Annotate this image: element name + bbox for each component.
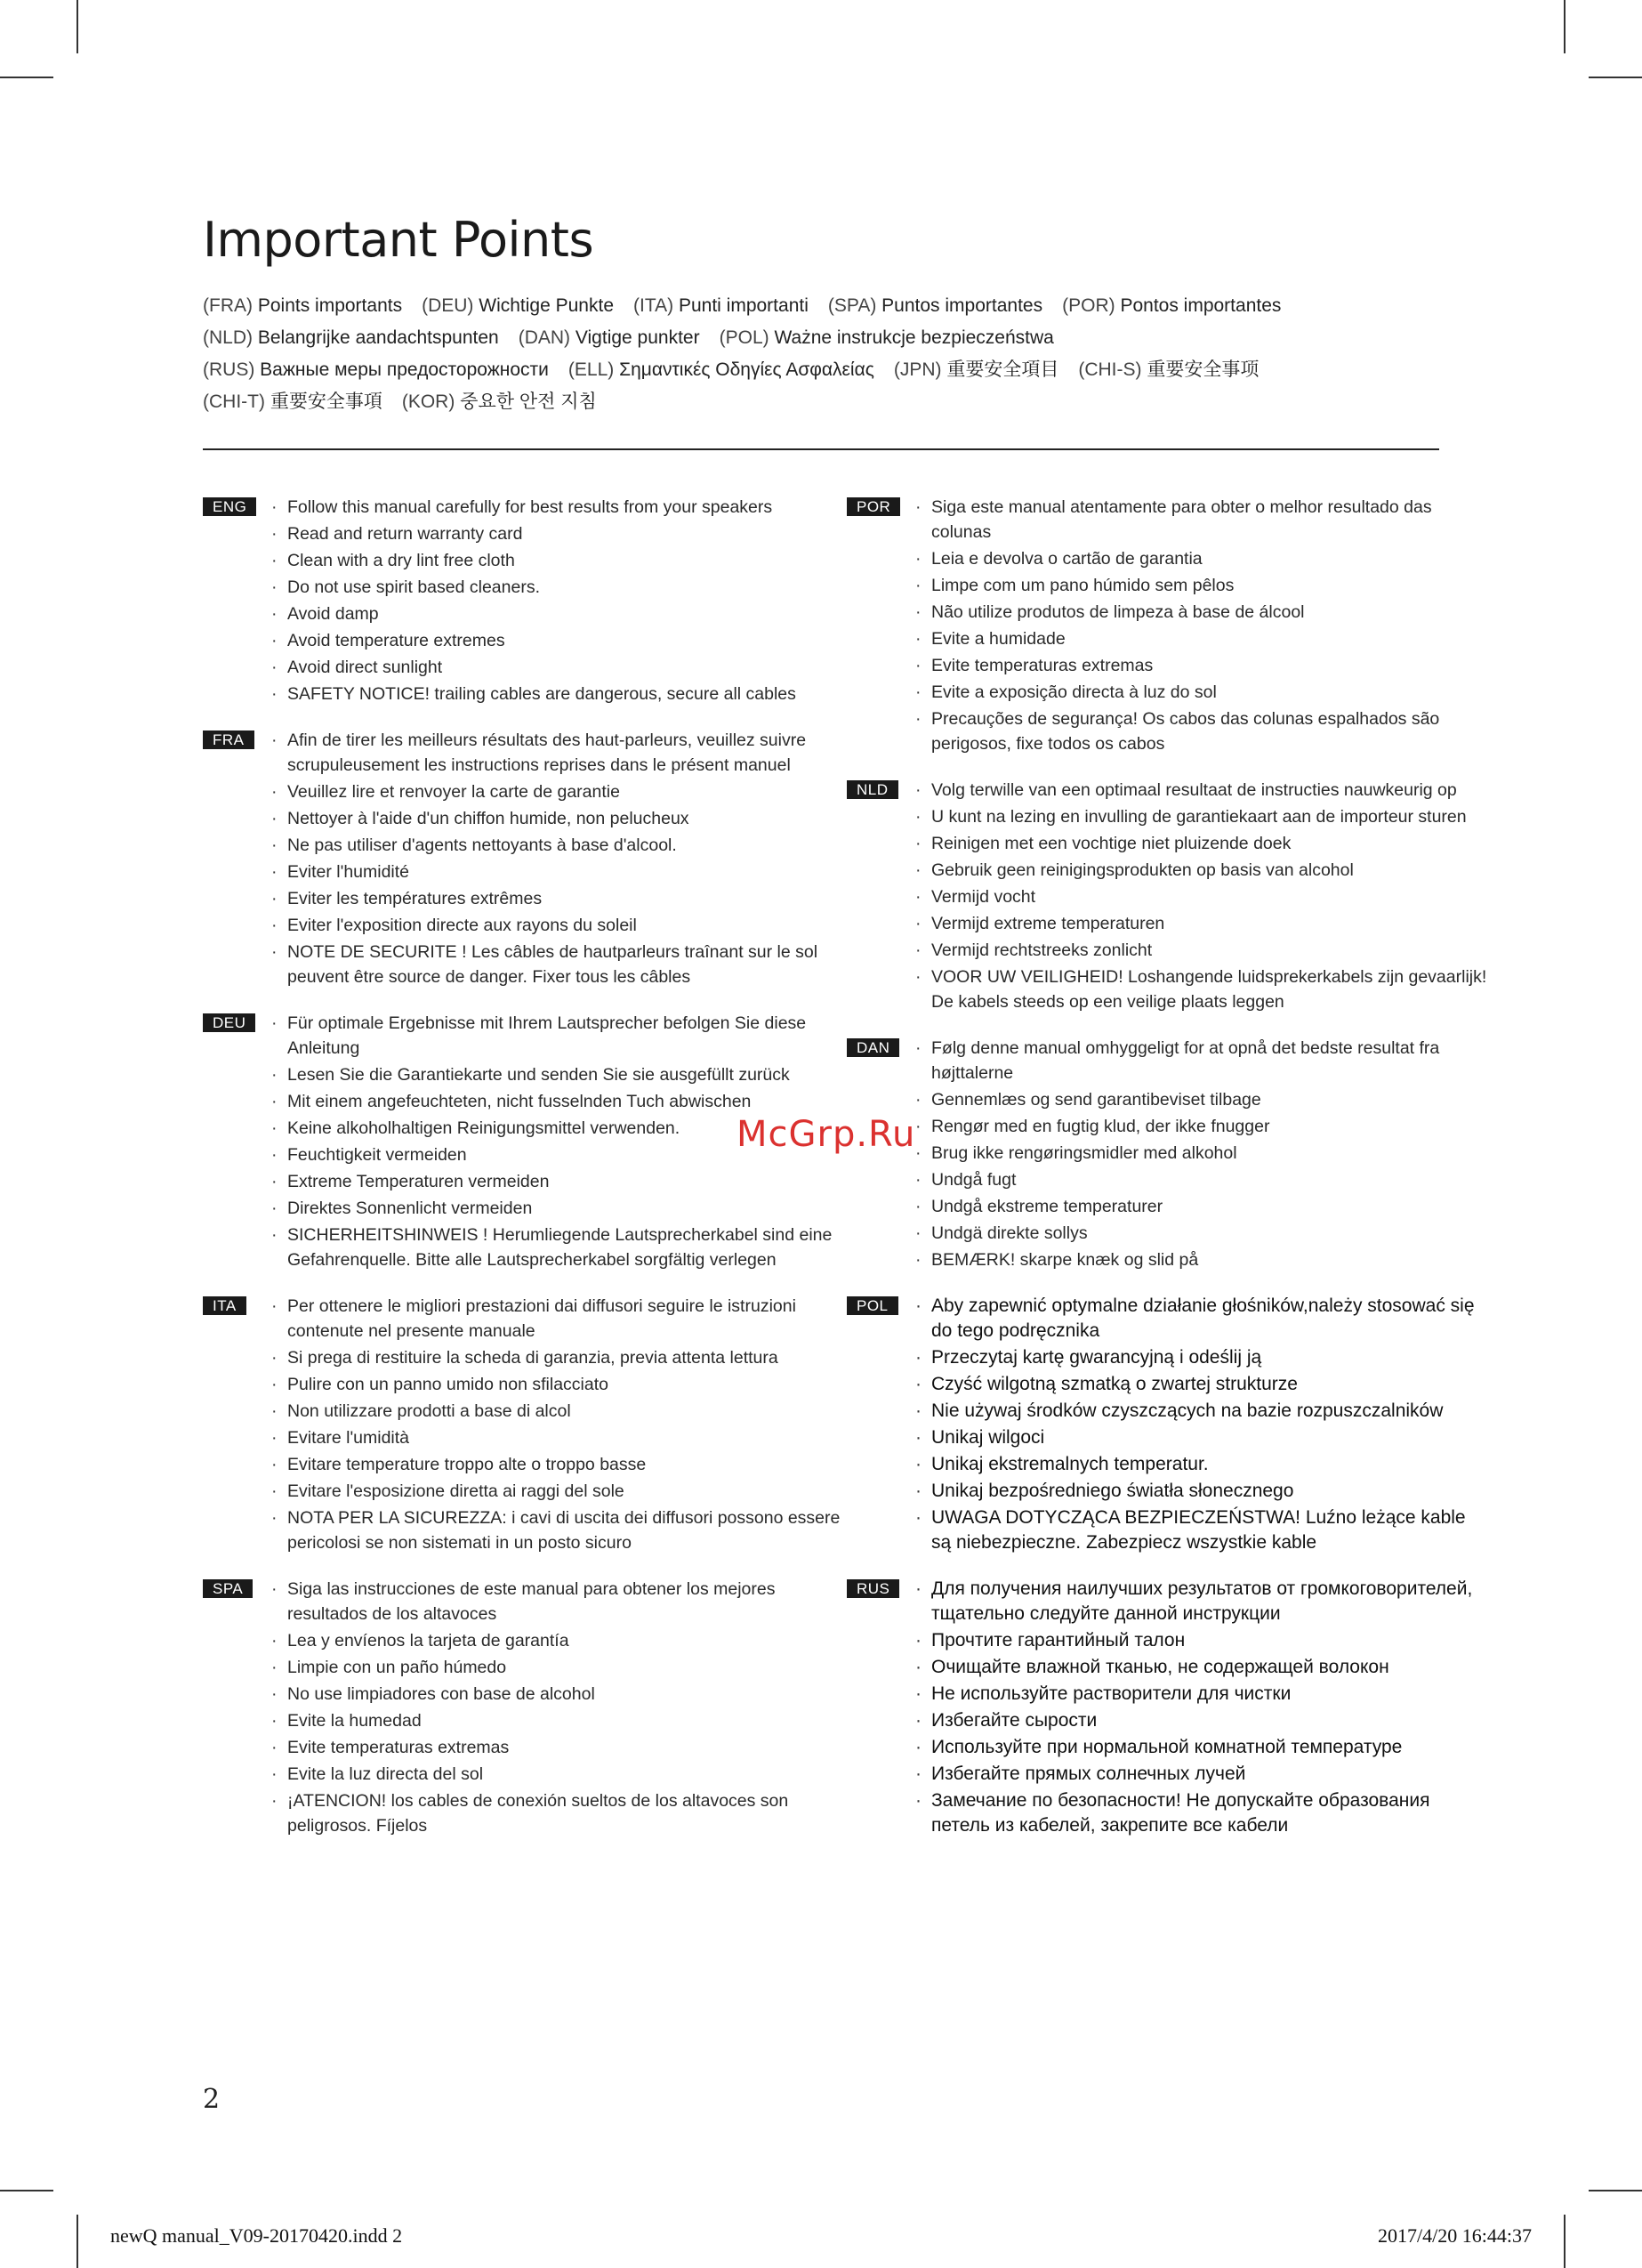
instruction-item: · SICHERHEITSHINWEIS ! Herumliegende Lautsprecherkabel sind eine Gefahrenquelle. Bitte alle Lautsprecherkabel sorgfältig verlegen — [287, 1223, 843, 1272]
instruction-item: · Rengør med en fugtig klud, der ikke fnugger — [931, 1114, 1487, 1139]
instruction-item: · Keine alkoholhaltigen Reinigungsmittel verwenden. — [287, 1116, 843, 1141]
subtitle-item — [402, 391, 597, 412]
instruction-item: · UWAGA DOTYCZĄCA BEZPIECZEŃSTWA! Luźno leżące kable są niebezpieczne. Zabezpiecz wszystkie kable — [931, 1505, 1487, 1555]
instruction-item: · NOTA PER LA SICUREZZA: i cavi di uscita dei diffusori possono essere pericolosi se non sistemati in un posto sicuro — [287, 1505, 843, 1555]
language-section-eng — [203, 495, 843, 706]
instruction-item: · SAFETY NOTICE! trailing cables are dangerous, secure all cables — [287, 682, 843, 706]
language-code: (RUS) — [203, 359, 255, 380]
instruction-item: · Eviter l'exposition directe aux rayons du soleil — [287, 913, 843, 938]
language-code: (ITA) — [633, 295, 674, 316]
translated-title: Points importants — [257, 295, 403, 316]
left-column — [203, 495, 843, 1860]
language-code: (JPN) — [893, 359, 942, 380]
subtitle-item — [203, 391, 382, 412]
language-tag: FRA — [203, 730, 254, 749]
language-code: (SPA) — [827, 295, 877, 316]
subtitle-item — [203, 359, 549, 380]
instruction-item: · Leia e devolva o cartão de garantia — [931, 546, 1487, 571]
crop-mark — [76, 2215, 78, 2268]
subtitle-item — [568, 359, 874, 380]
translated-title: Puntos importantes — [881, 295, 1043, 316]
language-tag: NLD — [847, 780, 898, 799]
instruction-list — [287, 1294, 843, 1555]
instruction-list — [931, 495, 1487, 756]
translated-title: Belangrijke aandachtspunten — [257, 327, 499, 348]
language-tag: POR — [847, 497, 900, 516]
language-section-ita — [203, 1294, 843, 1555]
instruction-item: · Evitare temperature troppo alte o troppo basse — [287, 1452, 843, 1477]
language-code: (DAN) — [518, 327, 571, 348]
subtitle-item — [1078, 359, 1259, 380]
watermark: McGrp.Ru — [736, 1114, 916, 1155]
instruction-item: · Si prega di restituire la scheda di garanzia, previa attenta lettura — [287, 1345, 843, 1370]
instruction-item: · Não utilize produtos de limpeza à base de álcool — [931, 600, 1487, 625]
divider — [203, 448, 1439, 450]
instruction-item: · Evite temperaturas extremas — [287, 1735, 843, 1760]
print-slug-file: newQ manual_V09-20170420.indd 2 — [110, 2224, 403, 2247]
subtitle-item — [894, 359, 1059, 380]
instruction-item: · Undgå ekstreme temperaturer — [931, 1194, 1487, 1219]
instruction-item: · Gebruik geen reinigingsprodukten op basis van alcohol — [931, 858, 1487, 883]
instruction-item: · Veuillez lire et renvoyer la carte de garantie — [287, 779, 843, 804]
instruction-item: · Clean with a dry lint free cloth — [287, 548, 843, 573]
instruction-item: · BEMÆRK! skarpe knæk og slid på — [931, 1247, 1487, 1272]
instruction-item: · Lea y envíenos la tarjeta de garantía — [287, 1628, 843, 1653]
instruction-item: · No use limpiadores con base de alcohol — [287, 1682, 843, 1707]
instruction-item: · Avoid temperature extremes — [287, 628, 843, 653]
crop-mark — [1589, 77, 1642, 78]
language-section-fra — [203, 728, 843, 989]
instruction-item: · Feuchtigkeit vermeiden — [287, 1142, 843, 1167]
crop-mark — [0, 2190, 53, 2191]
instruction-item: · Extreme Temperaturen vermeiden — [287, 1169, 843, 1194]
instruction-item: · Czyść wilgotną szmatką o zwartej strukturze — [931, 1372, 1487, 1397]
subtitle-item — [828, 295, 1042, 316]
translated-titles — [203, 290, 1448, 418]
language-section-spa — [203, 1577, 843, 1838]
subtitle-line — [203, 386, 1448, 418]
language-tag: ENG — [203, 497, 256, 516]
instruction-item: · Non utilizzare prodotti a base di alcol — [287, 1399, 843, 1424]
instruction-item: · Vermijd rechtstreeks zonlicht — [931, 938, 1487, 963]
instruction-item: · Undgå fugt — [931, 1167, 1487, 1192]
instruction-item: · Nie używaj środków czyszczących na bazie rozpuszczalników — [931, 1399, 1487, 1424]
translated-title: 重要安全項目 — [946, 359, 1059, 380]
instruction-item: · Evite a exposição directa à luz do sol — [931, 680, 1487, 705]
instruction-item: · Evite la luz directa del sol — [287, 1762, 843, 1787]
language-section-por — [847, 495, 1487, 756]
instruction-list — [931, 1036, 1487, 1272]
instruction-item: · Прочтите гарантийный талон — [931, 1628, 1487, 1653]
translated-title: 重要安全事項 — [270, 391, 382, 412]
page-title: Important Points — [203, 212, 594, 268]
subtitle-line — [203, 322, 1448, 354]
instruction-item: · Gennemlæs og send garantibeviset tilbage — [931, 1087, 1487, 1112]
language-tag: ITA — [203, 1296, 246, 1315]
language-tag: DEU — [203, 1013, 255, 1032]
instruction-item: · Evitare l'esposizione diretta ai raggi del sole — [287, 1479, 843, 1504]
instruction-item: · Избегайте прямых солнечных лучей — [931, 1762, 1487, 1787]
instruction-item: · Evite la humedad — [287, 1708, 843, 1733]
translated-title: Vigtige punkter — [575, 327, 700, 348]
instruction-item: · U kunt na lezing en invulling de garantiekaart aan de importeur sturen — [931, 804, 1487, 829]
instruction-item: · Lesen Sie die Garantiekarte und senden Sie sie ausgefüllt zurück — [287, 1062, 843, 1087]
language-tag: SPA — [203, 1579, 253, 1598]
instruction-item: · Per ottenere le migliori prestazioni dai diffusori seguire le istruzioni contenute nel presente manuale — [287, 1294, 843, 1344]
instruction-item: · Vermijd vocht — [931, 884, 1487, 909]
instruction-item: · VOOR UW VEILIGHEID! Loshangende luidsprekerkabels zijn gevaarlijk! De kabels steeds op een veilige plaats leggen — [931, 965, 1487, 1014]
instruction-item: · Direktes Sonnenlicht vermeiden — [287, 1196, 843, 1221]
instruction-item: · Für optimale Ergebnisse mit Ihrem Lautsprecher befolgen Sie diese Anleitung — [287, 1011, 843, 1061]
instruction-item: · Przeczytaj kartę gwarancyjną i odeślij ją — [931, 1345, 1487, 1370]
instruction-item: · Очищайте влажной тканью, не содержащей волокон — [931, 1655, 1487, 1680]
instruction-item: · Precauções de segurança! Os cabos das colunas espalhados são perigosos, fixe todos os cabos — [931, 706, 1487, 756]
instruction-item: · NOTE DE SECURITE ! Les câbles de hautparleurs traînant sur le sol peuvent être source de danger. Fixer tous les câbles — [287, 940, 843, 989]
instruction-item: · Volg terwille van een optimaal resultaat de instructies nauwkeurig op — [931, 778, 1487, 803]
crop-mark — [1564, 2215, 1566, 2268]
subtitle-line — [203, 290, 1448, 322]
subtitle-item — [720, 327, 1054, 348]
instruction-list — [931, 1577, 1487, 1838]
right-column — [847, 495, 1487, 1860]
instruction-item: · Siga las instrucciones de este manual para obtener los mejores resultados de los altavoces — [287, 1577, 843, 1626]
instruction-item: · Unikaj bezpośredniego światła słonecznego — [931, 1479, 1487, 1504]
language-code: (ELL) — [567, 359, 615, 380]
crop-mark — [1589, 2190, 1642, 2191]
instruction-item: · Pulire con un panno umido non sfilacciato — [287, 1372, 843, 1397]
instruction-item: · Limpe com um pano húmido sem pêlos — [931, 573, 1487, 598]
instruction-item: · Evite temperaturas extremas — [931, 653, 1487, 678]
language-section-nld — [847, 778, 1487, 1014]
instruction-item: · Замечание по безопасности! Не допускайте образования петель из кабелей, закрепите все кабели — [931, 1788, 1487, 1838]
language-section-dan — [847, 1036, 1487, 1272]
language-code: (NLD) — [203, 327, 253, 348]
subtitle-item — [633, 295, 809, 316]
instruction-item: · Evite a humidade — [931, 626, 1487, 651]
instruction-item: · Afin de tirer les meilleurs résultats des haut-parleurs, veuillez suivre scrupuleusement les instructions reprises dans le présent manuel — [287, 728, 843, 778]
language-section-pol — [847, 1294, 1487, 1555]
crop-mark — [0, 77, 53, 78]
instruction-list — [931, 778, 1487, 1014]
page-number: 2 — [203, 2084, 221, 2115]
instruction-list — [931, 1294, 1487, 1555]
instruction-item: · Не используйте растворители для чистки — [931, 1682, 1487, 1707]
language-code: (FRA) — [203, 295, 253, 316]
translated-title: Pontos importantes — [1120, 295, 1282, 316]
instruction-item: · Undgä direkte sollys — [931, 1221, 1487, 1246]
instruction-item: · Eviter les températures extrêmes — [287, 886, 843, 911]
language-code: (DEU) — [422, 295, 474, 316]
instruction-item: · Read and return warranty card — [287, 521, 843, 546]
translated-title: Σημαντικές Οδηγίες Ασφαλείας — [619, 359, 874, 380]
instruction-item: · Avoid damp — [287, 601, 843, 626]
instruction-item: · Eviter l'humidité — [287, 860, 843, 884]
instruction-item: · Mit einem angefeuchteten, nicht fusselnden Tuch abwischen — [287, 1089, 843, 1114]
instruction-item: · Reinigen met een vochtige niet pluizende doek — [931, 831, 1487, 856]
translated-title: Punti importanti — [678, 295, 809, 316]
translated-title: Ważne instrukcje bezpieczeństwa — [774, 327, 1054, 348]
language-code: (KOR) — [401, 391, 455, 412]
instruction-list — [287, 495, 843, 706]
subtitle-item — [519, 327, 700, 348]
instruction-item: · Nettoyer à l'aide d'un chiffon humide, non pelucheux — [287, 806, 843, 831]
instruction-list — [287, 1577, 843, 1838]
instruction-item: · Avoid direct sunlight — [287, 655, 843, 680]
language-tag: RUS — [847, 1579, 899, 1598]
instruction-list — [287, 728, 843, 989]
print-slug-date: 2017/4/20 16:44:37 — [1378, 2224, 1532, 2247]
instruction-item: · Evitare l'umidità — [287, 1425, 843, 1450]
subtitle-item — [203, 327, 499, 348]
instruction-item: · Ne pas utiliser d'agents nettoyants à base d'alcool. — [287, 833, 843, 858]
language-tag: DAN — [847, 1038, 899, 1057]
instruction-item: · Unikaj ekstremalnych temperatur. — [931, 1452, 1487, 1477]
instruction-item: · Do not use spirit based cleaners. — [287, 575, 843, 600]
crop-mark — [1564, 0, 1566, 53]
instruction-item: · Siga este manual atentamente para obter o melhor resultado das colunas — [931, 495, 1487, 545]
instruction-item: · Избегайте сырости — [931, 1708, 1487, 1733]
instruction-item: · Brug ikke rengøringsmidler med alkohol — [931, 1141, 1487, 1166]
instruction-item: · Unikaj wilgoci — [931, 1425, 1487, 1450]
subtitle-line — [203, 354, 1448, 386]
translated-title: Wichtige Punkte — [479, 295, 615, 316]
instruction-item: · Limpie con un paño húmedo — [287, 1655, 843, 1680]
subtitle-item — [1062, 295, 1281, 316]
language-code: (POL) — [719, 327, 769, 348]
language-code: (CHI-S) — [1078, 359, 1142, 380]
subtitle-item — [203, 295, 402, 316]
instruction-item: · Follow this manual carefully for best results from your speakers — [287, 495, 843, 520]
instruction-item: · ¡ATENCION! los cables de conexión sueltos de los altavoces son peligrosos. Fíjelos — [287, 1788, 843, 1838]
instruction-item: · Для получения наилучших результатов от громкоговорителей, тщательно следуйте данной инструкции — [931, 1577, 1487, 1626]
translated-title: Важные меры предосторожности — [260, 359, 549, 380]
instruction-item: · Используйте при нормальной комнатной температуре — [931, 1735, 1487, 1760]
crop-mark — [76, 0, 78, 53]
translated-title: 重要安全事项 — [1147, 359, 1260, 380]
language-code: (CHI-T) — [203, 391, 265, 412]
language-code: (POR) — [1062, 295, 1115, 316]
instruction-item: · Følg denne manual omhyggeligt for at opnå det bedste resultat fra højttalerne — [931, 1036, 1487, 1086]
subtitle-item — [422, 295, 614, 316]
instruction-item: · Aby zapewnić optymalne działanie głośników,należy stosować się do tego podręcznika — [931, 1294, 1487, 1344]
instruction-item: · Vermijd extreme temperaturen — [931, 911, 1487, 936]
translated-title: 중요한 안전 지침 — [460, 391, 597, 412]
language-tag: POL — [847, 1296, 898, 1315]
language-section-rus — [847, 1577, 1487, 1838]
